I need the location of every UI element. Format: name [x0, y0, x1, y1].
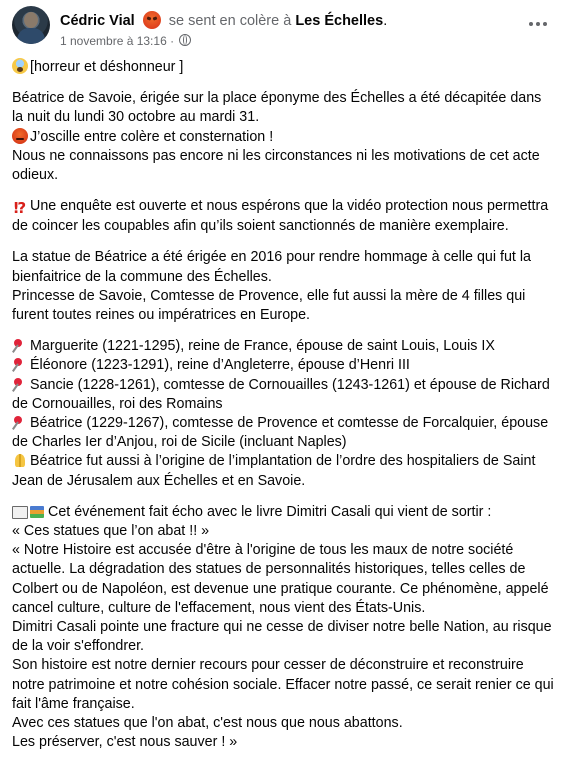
paragraph-4	[12, 248, 555, 325]
feeling-text: se sent en colère à	[168, 13, 292, 29]
text-line: La statue de Béatrice a été érigée en 2016 pour rendre hommage à celle qui fut la bienfaitrice de la commune des Échelles.	[12, 249, 532, 285]
more-dot-icon	[536, 22, 540, 26]
quote-text: « Notre Histoire est accusée d'être à l'origine de tous les maux de notre société actuelle. La dégradation des statues de personnalités historiques, telles celles de Colbert ou de Napoléon, est devenue une pratique courante. Ce phénomène, appelé cancel culture, culture de l'effacement, nous vient des États-Unis.	[12, 542, 549, 616]
book-title: « Ces statues que l’on abat !! »	[12, 523, 210, 540]
text-line: [horreur et déshonneur ]	[12, 58, 555, 77]
text-line: Cet événement fait écho avec le livre Dimitri Casali qui vient de sortir :	[12, 503, 555, 522]
globe-icon[interactable]	[179, 34, 191, 46]
quote-text: Dimitri Casali pointe une fracture qui ne cesse de diviser notre belle Nation, au risque de la voir s'effondrer.	[12, 619, 552, 655]
pushpin-icon	[12, 356, 28, 372]
meta-separator: ·	[170, 34, 175, 48]
avatar-body	[17, 28, 45, 44]
paragraph-2	[12, 89, 555, 185]
pushpin-icon	[12, 414, 28, 430]
place-link[interactable]: Les Échelles	[295, 13, 384, 29]
quote-text: Les préserver, c'est nous sauver ! »	[12, 734, 238, 751]
angry-face-icon	[143, 11, 161, 29]
place-suffix: .	[383, 13, 388, 29]
text-line: Béatrice fut aussi à l’origine de l’implantation de l’ordre des hospitaliers de Saint Jean de Jérusalem aux Échelles et en Savoie.	[12, 453, 536, 489]
quote-text: Son histoire est notre dernier recours pour cesser de déconstruire et reconstruire notre patrimoine et notre cohésion sociale. Effacer notre passé, ce serait renier ce qui fait l'âme française.	[12, 657, 554, 712]
more-dot-icon	[529, 22, 533, 26]
text-line: Princesse de Savoie, Comtesse de Provence, elle fut aussi la mère de 4 filles qui furent toutes reines ou impératrices en Europe.	[12, 287, 526, 324]
paragraph-3	[12, 197, 555, 236]
post-header	[12, 6, 557, 54]
quote-text: Avec ces statues que l'on abat, c'est nous que nous abattons.	[12, 715, 403, 732]
angry-face-icon	[12, 128, 28, 144]
avatar-head	[24, 12, 38, 28]
pushpin-icon	[12, 337, 28, 353]
post-meta	[60, 34, 191, 48]
paragraph-1	[12, 58, 555, 77]
paragraph-6	[12, 503, 555, 753]
screaming-face-icon	[12, 58, 28, 74]
praying-hands-icon	[12, 452, 28, 468]
post-body	[12, 58, 555, 765]
more-options-button[interactable]	[523, 12, 553, 36]
paragraph-5	[12, 337, 555, 491]
list-item: Sancie (1228-1261), comtesse de Cornouailles (1243-1261) et épouse de Richard de Cornouailles, roi des Romains	[12, 376, 550, 412]
list-item: Béatrice (1229-1267), comtesse de Provence et comtesse de Forcalquier, épouse de Charles Ier d’Anjou, roi de Sicile (incluant Naples)	[12, 415, 549, 451]
author-name[interactable]: Cédric Vial	[60, 13, 135, 29]
avatar[interactable]	[12, 6, 50, 44]
text-line: J’oscille entre colère et consternation !	[12, 128, 555, 147]
text-line: Nous ne connaissons pas encore ni les circonstances ni les motivations de cet acte odieux.	[12, 147, 540, 184]
text-line: ⁉ Une enquête est ouverte et nous espérons que la vidéo protection nous permettra de coincer les coupables afin qu’ils soient sanctionnés de manière exemplaire.	[12, 198, 549, 235]
books-icon	[12, 503, 46, 519]
post-title-line	[60, 11, 387, 29]
list-item: Marguerite (1221-1295), reine de France, épouse de saint Louis, Louis IX	[12, 337, 555, 356]
interrobang-icon: ⁉	[13, 200, 27, 218]
pushpin-icon	[12, 376, 28, 392]
post-date[interactable]: 1 novembre à 13:16	[60, 34, 167, 48]
text-line: Béatrice de Savoie, érigée sur la place éponyme des Échelles a été décapitée dans la nuit du lundi 30 octobre au mardi 31.	[12, 90, 542, 126]
list-item: Éléonore (1223-1291), reine d’Angleterre, épouse d’Henri III	[12, 356, 555, 375]
more-dot-icon	[543, 22, 547, 26]
